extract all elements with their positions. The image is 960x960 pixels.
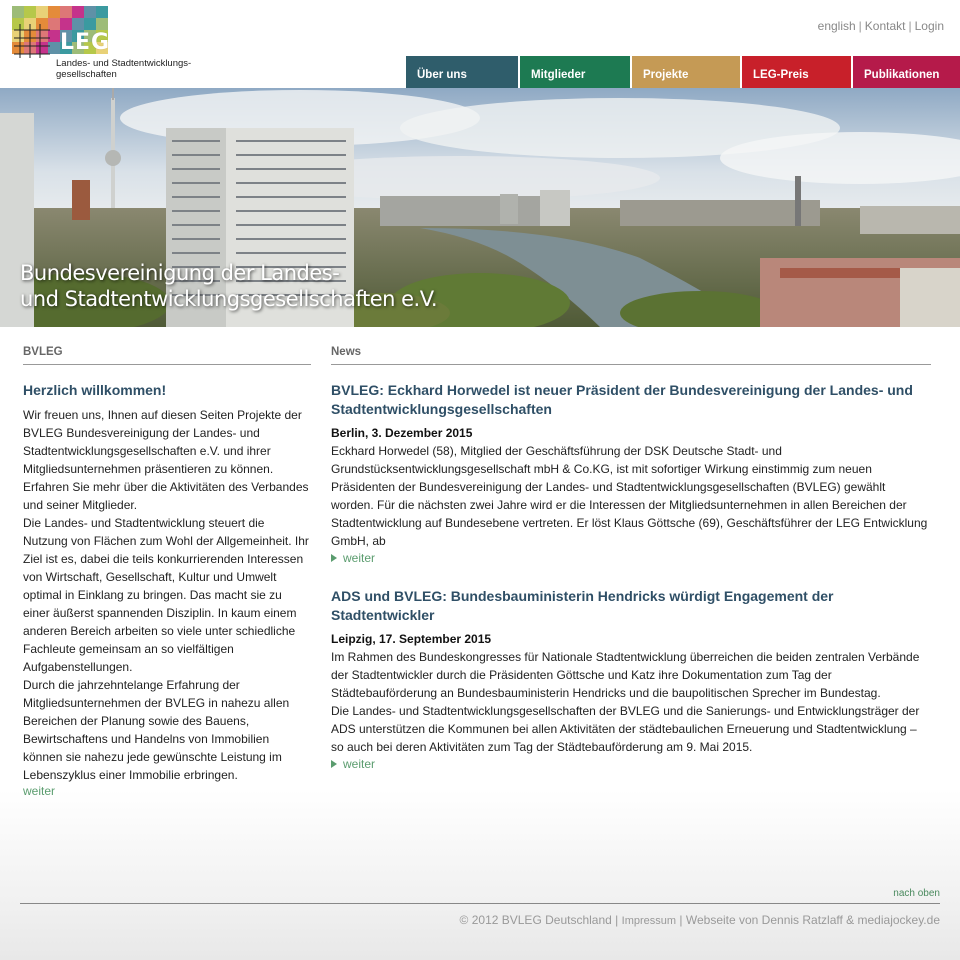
logo-color-cell — [72, 18, 84, 30]
logo-subtitle: Landes- und Stadtentwicklungs-gesellschaften — [56, 58, 192, 80]
news-date: Berlin, 3. Dezember 2015 — [331, 426, 473, 440]
logo-color-cell — [60, 6, 72, 18]
english-link[interactable]: english — [817, 19, 856, 33]
logo-color-cell — [96, 6, 108, 18]
logo-grid-lines — [12, 24, 52, 64]
hero-title — [20, 260, 437, 312]
site-header — [0, 0, 960, 88]
copyright-text: © 2012 BVLEG Deutschland — [459, 913, 612, 927]
section-heading-bvleg: BVLEG — [23, 346, 311, 365]
login-link[interactable]: Login — [914, 19, 944, 33]
arrow-right-icon — [331, 554, 337, 562]
news-item — [331, 587, 931, 771]
back-to-top-link[interactable]: nach oben — [893, 888, 940, 899]
logo-color-cell — [12, 6, 24, 18]
welcome-body — [23, 406, 311, 784]
impressum-link[interactable]: Impressum — [621, 915, 677, 927]
credit-link[interactable]: Webseite von Dennis Ratzlaff & mediajockey.de — [685, 913, 940, 927]
logo-color-cell — [24, 6, 36, 18]
news-body: Die Landes- und Stadtentwicklungsgesellschaften der BVLEG und die Sanierungs- und Entwicklungsträger der ADS unterstützen die Kommunen bei allen Aktivitäten der städtebaulichen Erneuerung und Stadtentwicklung – so auch bei deren Aktivitäten zum Tag der Städtebauförderung am 9. Mai 2015. — [331, 704, 920, 754]
logo-color-cell — [96, 18, 108, 30]
site-footer — [460, 913, 940, 927]
news-title[interactable]: BVLEG: Eckhard Horwedel ist neuer Präsident der Bundesvereinigung der Landes- und Stadtentwicklungsgesellschaften — [331, 382, 913, 417]
welcome-column — [23, 346, 311, 798]
logo-color-cell — [36, 6, 48, 18]
nav-item-mitglieder[interactable]: Mitglieder — [518, 56, 630, 88]
nav-item-ueber-uns[interactable]: Über uns — [406, 56, 518, 88]
logo-color-cell — [72, 6, 84, 18]
news-item — [331, 381, 931, 565]
footer-divider — [20, 903, 940, 904]
nav-item-leg-preis[interactable]: LEG-Preis — [740, 56, 851, 88]
logo-color-cell — [84, 6, 96, 18]
kontakt-link[interactable]: Kontakt — [864, 19, 906, 33]
hero-title-line-1: Bundesvereinigung der Landes- — [20, 261, 340, 285]
news-weiter — [331, 757, 931, 771]
welcome-paragraph: Wir freuen uns, Ihnen auf diesen Seiten Projekte der BVLEG Bundesvereinigung der Landes- und Stadtentwicklungsgesellschaften e.V. und ihrer Mitgliedsunternehmen präsentieren zu können. Erfahren Sie mehr über die Aktivitäten des Verbandes und seiner Mitglieder. — [23, 408, 309, 512]
logo-color-cell — [60, 18, 72, 30]
separator: | — [679, 913, 683, 927]
utility-nav — [818, 19, 944, 33]
nav-item-projekte[interactable]: Projekte — [630, 56, 740, 88]
logo-color-cell — [48, 6, 60, 18]
main-nav — [406, 56, 960, 88]
news-date: Leipzig, 17. September 2015 — [331, 632, 492, 646]
arrow-right-icon — [331, 760, 337, 768]
separator: | — [858, 19, 862, 33]
news-body: Im Rahmen des Bundeskongresses für Nationale Stadtentwicklung überreichen die beiden zentralen Verbände der Stadtentwickler durch die Präsidenten Göttsche und Katz ihre Dokumentation zum Tag der Städtebauförderung an Bundesbauministerin Hendricks und die baupolitischen Sprecher im Bundestag. — [331, 650, 920, 700]
logo-text: LEG — [60, 30, 111, 55]
separator: | — [615, 913, 619, 927]
hero-title-line-2: und Stadtentwicklungsgesellschaften e.V. — [20, 287, 438, 311]
welcome-paragraph: Durch die jahrzehntelange Erfahrung der Mitgliedsunternehmen der BVLEG in nahezu allen Bereichen der Planung sowie des Bauens, Bewirtschaftens und Handelns von Immobilien können sie nahezu jede gewünschte Leistung im Lebenszyklus einer Immobilie erbringen. — [23, 678, 290, 782]
news-weiter-link[interactable]: weiter — [343, 551, 376, 565]
welcome-title: Herzlich willkommen! — [23, 382, 167, 398]
welcome-weiter-link[interactable]: weiter — [23, 784, 56, 798]
hero-banner — [0, 88, 960, 327]
logo-color-cell — [84, 18, 96, 30]
news-body: Eckhard Horwedel (58), Mitglied der Geschäftsführung der DSK Deutsche Stadt- und Grundstücksentwicklungsgesellschaft mbH & Co.KG, ist mit sofortiger Wirkung einstimmig zum neuen Präsidenten der Bundesvereinigung der Landes- und Stadtentwicklungsgesellschaften (BVLEG) gewählt worden. Für die nächsten zwei Jahre wird er die Interessen der Mitgliedsunternehmen in allen Bereichen der Stadtentwicklung auf Bundesebene vertreten. Er löst Klaus Göttsche (69), Geschäftsführer der LEG Entwicklung GmbH, ab — [331, 444, 928, 548]
news-column — [331, 346, 931, 771]
welcome-paragraph: Die Landes- und Stadtentwicklung steuert die Nutzung von Flächen zum Wohl der Allgemeinheit. Ihr Ziel ist es, dabei die teils konkurrierenden Interessen von Wirtschaft, Gesellschaft, Kultur und Umwelt optimal in Einklang zu bringen. Das macht sie zu einer äußerst spannenden Disziplin. In kaum einem anderen Bereich arbeiten so viele unter schiedliche Fachleute gemeinsam an so vielfältigen Aufgabenstellungen. — [23, 516, 309, 674]
section-heading-news: News — [331, 346, 931, 365]
news-weiter — [331, 551, 931, 565]
separator: | — [908, 19, 912, 33]
news-title[interactable]: ADS und BVLEG: Bundesbauministerin Hendricks würdigt Engagement der Stadtentwickler — [331, 588, 834, 623]
logo[interactable] — [12, 6, 202, 84]
news-weiter-link[interactable]: weiter — [343, 757, 376, 771]
nav-item-publikationen[interactable]: Publikationen — [851, 56, 960, 88]
